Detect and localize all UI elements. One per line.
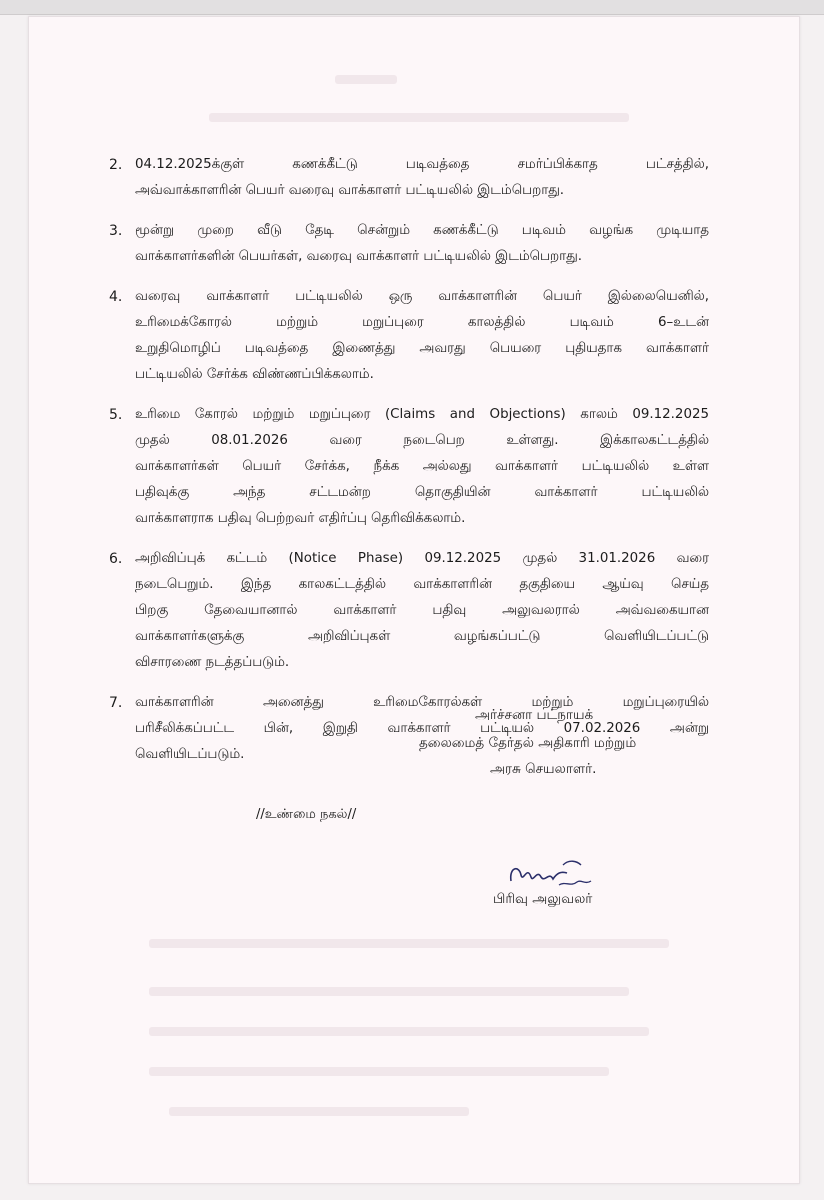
item-text-line: வாக்காளர்களின் பெயர்கள், வரைவு வாக்காளர் பட்டியலில் இடம்பெறாது. xyxy=(135,249,582,264)
bleed-through-mark xyxy=(149,1067,609,1076)
signatory-name: அர்ச்சனா பட்நாயக் xyxy=(475,707,594,723)
item-text-line: முதல் 08.01.2026 வரை நடைபெற உள்ளது. இக்காலகட்டத்தில் xyxy=(135,433,709,448)
signatory-department: அரசு செயலாளர். xyxy=(490,761,597,777)
bleed-through-mark xyxy=(149,1027,649,1036)
item-text xyxy=(135,402,709,532)
true-copy-mark: //உண்மை நகல்// xyxy=(256,807,357,822)
item-number: 3. xyxy=(109,223,123,239)
bleed-through-mark xyxy=(209,113,629,122)
item-text xyxy=(135,152,709,204)
item-text-line: அவ்வாக்காளரின் பெயர் வரைவு வாக்காளர் பட்டியலில் இடம்பெறாது. xyxy=(135,183,565,198)
item-text-line: வரைவு வாக்காளர் பட்டியலில் ஒரு வாக்காளரின் பெயர் இல்லையெனில், xyxy=(135,289,709,304)
item-text-line: வாக்காளரின் அனைத்து உரிமைகோரல்கள் மற்றும் மறுப்புரையில் xyxy=(135,695,709,710)
item-text-line: பிறகு தேவையானால் வாக்காளர் பதிவு அலுவலரால் அவ்வகையான xyxy=(135,603,709,618)
item-text-line: பட்டியலில் சேர்க்க விண்ணப்பிக்கலாம். xyxy=(135,367,374,382)
item-number: 4. xyxy=(109,289,123,305)
document-page xyxy=(28,16,800,1184)
item-number: 2. xyxy=(109,157,123,173)
item-text xyxy=(135,284,709,388)
item-text-line: அறிவிப்புக் கட்டம் (Notice Phase) 09.12.2025 முதல் 31.01.2026 வரை xyxy=(135,551,709,566)
item-text xyxy=(135,218,709,270)
item-number: 6. xyxy=(109,551,123,567)
item-text-line: பரிசீலிக்கப்பட்ட பின், இறுதி வாக்காளர் பட்டியல் 07.02.2026 அன்று xyxy=(135,721,709,736)
bleed-through-mark xyxy=(335,75,397,84)
list-item xyxy=(109,152,709,204)
item-text-line: உறுதிமொழிப் படிவத்தை இணைத்து அவரது பெயரை புதியதாக வாக்காளர் xyxy=(135,341,709,356)
item-text-line: வெளியிடப்படும். xyxy=(135,747,245,762)
item-text-line: உரிமை கோரல் மற்றும் மறுப்புரை (Claims and Objections) காலம் 09.12.2025 xyxy=(135,407,709,422)
list-item xyxy=(109,402,709,532)
item-text-line: 04.12.2025க்குள் கணக்கீட்டு படிவத்தை சமர்ப்பிக்காத பட்சத்தில், xyxy=(135,157,709,172)
item-number: 7. xyxy=(109,695,123,711)
item-text xyxy=(135,546,709,676)
bleed-through-mark xyxy=(149,939,669,948)
list-item xyxy=(109,690,709,768)
notice-points-list xyxy=(109,152,709,782)
item-text-line: பதிவுக்கு அந்த சட்டமன்ற தொகுதியின் வாக்காளர் பட்டியலில் xyxy=(135,485,709,500)
item-text-line: உரிமைக்கோரல் மற்றும் மறுப்புரை காலத்தில் படிவம் 6–உடன் xyxy=(135,315,709,330)
item-text-line: மூன்று முறை வீடு தேடி சென்றும் கணக்கீட்டு படிவம் வழங்க முடியாத xyxy=(135,223,709,238)
section-officer-role: பிரிவு அலுவலர் xyxy=(493,891,593,907)
item-text-line: வாக்காளர்களுக்கு அறிவிப்புகள் வழங்கப்பட்டு வெளியிடப்பட்டு xyxy=(135,629,709,644)
item-text-line: விசாரணை நடத்தப்படும். xyxy=(135,655,290,670)
item-number: 5. xyxy=(109,407,123,423)
item-text-line: வாக்காளராக பதிவு பெற்றவர் எதிர்ப்பு தெரிவிக்கலாம். xyxy=(135,511,466,526)
list-item xyxy=(109,546,709,676)
item-text xyxy=(135,690,709,768)
handwritten-signature xyxy=(505,855,595,891)
item-text-line: நடைபெறும். இந்த காலகட்டத்தில் வாக்காளரின் தகுதியை ஆய்வு செய்த xyxy=(135,577,709,592)
bleed-through-mark xyxy=(169,1107,469,1116)
signatory-title: தலைமைத் தேர்தல் அதிகாரி மற்றும் xyxy=(419,735,637,751)
item-text-line: வாக்காளர்கள் பெயர் சேர்க்க, நீக்க அல்லது வாக்காளர் பட்டியலில் உள்ள xyxy=(135,459,709,474)
bleed-through-mark xyxy=(149,987,629,996)
viewer-top-bar xyxy=(0,0,824,15)
list-item xyxy=(109,284,709,388)
list-item xyxy=(109,218,709,270)
